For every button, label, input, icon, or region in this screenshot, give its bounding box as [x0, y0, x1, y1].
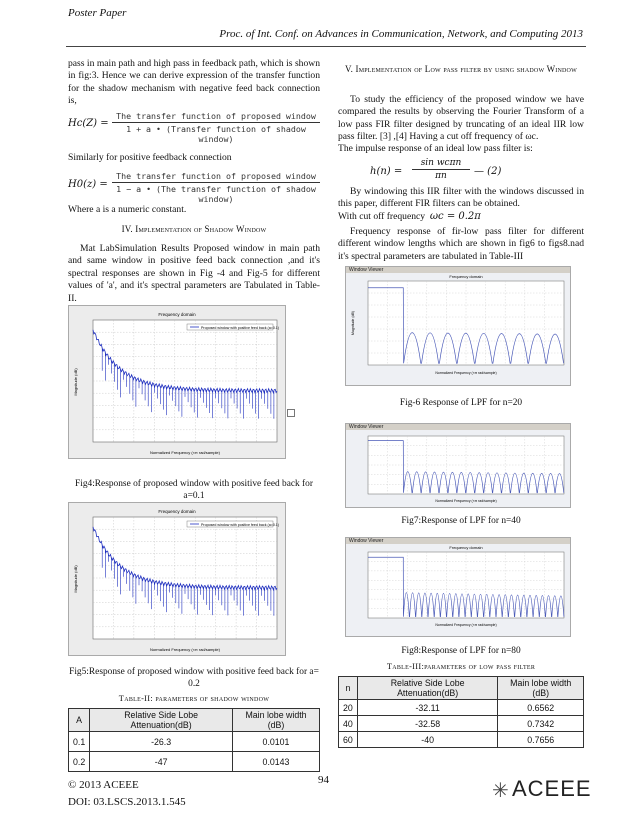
left-para-4: Mat LabSimulation Results Proposed window in main path and same window in positive feed back connection ,and it's spectral responses are shown in Fig -4 and Fig-5 for different values of 'a', and it's spectral parameters are Tabulated in Table-II. — [68, 243, 320, 304]
right-para-4: With cut off frequency ωc = 0.2π — [338, 211, 481, 222]
fig8-plot — [345, 537, 571, 637]
acee-logo: ACEEE — [512, 776, 592, 801]
table-row — [339, 700, 584, 716]
fig4-xlabel: Normalized Frequency (×π rad/sample) — [149, 450, 221, 455]
table-row — [69, 752, 320, 772]
left-para-3: Where a is a numeric constant. — [68, 204, 187, 215]
right-para-5: Frequency response of fir-low pass filter for different different window lengths which are shown in fig6 to figs8.nad it's spectral parameters are tabulated in Table-III — [338, 226, 584, 262]
fig8-title: Frequency domain — [449, 545, 483, 550]
table3-cell: 0.7342 — [498, 716, 584, 732]
table3-header-n: n — [339, 677, 358, 700]
fig6-plot — [345, 266, 571, 386]
table3-cell: 0.6562 — [498, 700, 584, 716]
fig4-legend: Proposed window with positive feed back (a=0.1) — [201, 326, 280, 330]
table-row — [339, 716, 584, 732]
table3-cell: 60 — [339, 732, 358, 748]
eq1-fraction — [112, 111, 320, 144]
fig7-graph — [346, 430, 570, 507]
table2-header-mainlobe: Main lobe width (dB) — [233, 709, 320, 732]
table2-caption: Table-II: parameters of shadow window — [118, 694, 270, 703]
table3-caption: Table-III:parameters of low pass filter — [386, 662, 536, 671]
fig7-window-title: Window Viewer — [346, 424, 570, 430]
fig4-plot — [68, 305, 286, 459]
fig6-window-title: Window Viewer — [346, 267, 570, 273]
eq1-numerator: The transfer function of proposed window — [116, 111, 316, 121]
fig6-xlabel: Normalized Frequency (×π rad/sample) — [435, 371, 497, 375]
table3-cell: 0.7656 — [498, 732, 584, 748]
left-para-2: Similarly for positive feedback connection — [68, 152, 232, 163]
fig6-caption: Fig-6 Response of LPF for n=20 — [399, 398, 523, 408]
fig8-caption: Fig8:Response of LPF for n=80 — [401, 646, 521, 656]
table3-header-mainlobe: Main lobe width (dB) — [498, 677, 584, 700]
eq3-numerator: sin wcπn — [420, 158, 462, 168]
right-para-3: By windowing this IIR filter with the windows discussed in this paper, different FIR filters can be obtained. — [338, 186, 584, 210]
fig8-window-title: Window Viewer — [346, 538, 570, 544]
fig5-plot — [68, 502, 286, 656]
table3-cell: 40 — [339, 716, 358, 732]
eq3-lhs: h(n) = — [370, 166, 403, 177]
right-para-2: The impulse response of an ideal low pass filter is: — [338, 143, 533, 154]
fig5-xlabel: Normalized Frequency (×π rad/sample) — [149, 647, 221, 652]
table-row — [339, 732, 584, 748]
eq3-denominator: πn — [435, 171, 447, 181]
fig8-xlabel: Normalized Frequency (×π rad/sample) — [435, 623, 497, 627]
page-number: 94 — [318, 774, 329, 786]
table3-cell: -32.11 — [357, 700, 498, 716]
eq2-denominator: 1 − a • (The transfer function of shadow window) — [116, 184, 316, 204]
eq1-denominator: 1 + a • (Transfer function of shadow window) — [126, 124, 306, 144]
table2-header-attenuation: Relative Side Lobe Attenuation(dB) — [90, 709, 233, 732]
fig5-title: Frequency domain — [158, 509, 196, 514]
fig5-graph — [69, 503, 285, 655]
fig7-plot — [345, 423, 571, 508]
header-right: Proc. of Int. Conf. on Advances in Communication, Network, and Computing 2013 — [219, 28, 583, 40]
eq2-lhs: H0(z) = — [68, 179, 108, 190]
fig6-graph — [346, 273, 570, 385]
table3 — [338, 676, 584, 748]
section-5-heading: V. Implementation of Low pass filter by using shadow Window — [345, 64, 577, 74]
table3-cell: -32.58 — [357, 716, 498, 732]
fig6-ylabel: Magnitude (dB) — [351, 311, 355, 335]
fig8-graph — [346, 544, 570, 636]
fig5-ylabel: Magnitude (dB) — [73, 565, 78, 593]
table3-cell: 20 — [339, 700, 358, 716]
table2-cell: 0.0101 — [233, 732, 320, 752]
right-para-1: To study the efficiency of the proposed window we have compared the results by observing the Fourier Transform of a low pass FIR filter designed by truncating of an ideal IIR low pass filter. [3] ,[4] Having a cut off frequency of ωc. — [338, 94, 584, 143]
eq1-lhs: Hc(Z) = — [68, 118, 109, 129]
header-left: Poster Paper — [68, 7, 127, 19]
fig4-graph — [69, 306, 285, 458]
fig7-xlabel: Normalized Frequency (×π rad/sample) — [435, 499, 497, 503]
table3-header-attenuation: Relative Side Lobe Attenuation(dB) — [357, 677, 498, 700]
eq3-fraction — [412, 158, 470, 181]
table2 — [68, 708, 320, 772]
table3-cell: -40 — [357, 732, 498, 748]
section-4-heading: IV. Implementation of Shadow Window — [121, 224, 267, 234]
eq2-numerator: The transfer function of proposed window — [116, 171, 316, 181]
header-rule — [66, 46, 586, 47]
table2-header-a: A — [69, 709, 90, 732]
fig4-marker — [287, 409, 295, 417]
fig4-caption: Fig4:Response of proposed window with positive feed back for a=0.1 — [75, 479, 313, 501]
fig4-title: Frequency domain — [158, 312, 196, 317]
fig4-ylabel: Magnitude (dB) — [73, 368, 78, 396]
star-logo-icon: ✳ — [492, 780, 509, 802]
table2-cell: 0.1 — [69, 732, 90, 752]
fig6-title: Frequency domain — [449, 274, 483, 279]
footer-doi: DOI: 03.LSCS.2013.1.545 — [68, 796, 186, 808]
footer-copyright: © 2013 ACEEE — [68, 779, 139, 791]
cutoff-value: ωc = 0.2π — [429, 211, 481, 222]
eq2-fraction — [112, 171, 320, 204]
eq3-tag: — (2) — [474, 166, 502, 177]
table2-cell: 0.2 — [69, 752, 90, 772]
fig7-caption: Fig7:Response of LPF for n=40 — [401, 516, 521, 526]
table2-cell: -26.3 — [90, 732, 233, 752]
fig5-caption: Fig5:Response of proposed window with positive feed back for a= 0.2 — [69, 667, 319, 689]
table2-cell: -47 — [90, 752, 233, 772]
table2-cell: 0.0143 — [233, 752, 320, 772]
table-row — [69, 732, 320, 752]
left-para-1: pass in main path and high pass in feedback path, which is shown in fig:3. Hence we can derive expression of the transfer function for the shadow mechanism with negative feed back connection is, — [68, 58, 320, 107]
fig5-legend: Proposed window with positive feed back (a=0.1) — [201, 523, 280, 527]
